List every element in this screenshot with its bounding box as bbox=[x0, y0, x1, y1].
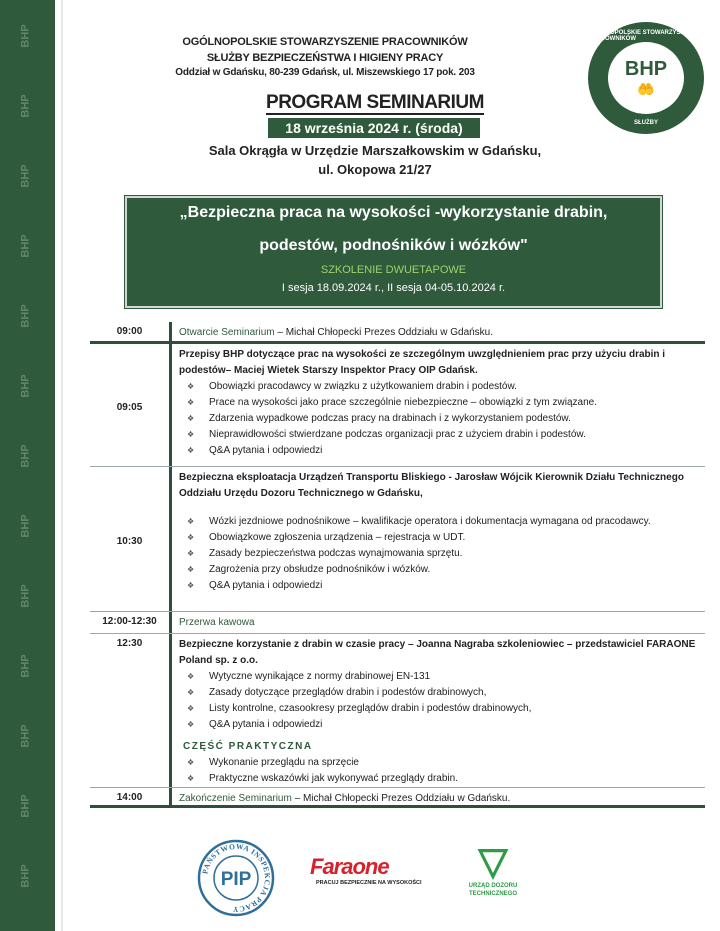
program-table bbox=[90, 322, 705, 808]
program-time: 10:30 bbox=[90, 467, 172, 611]
seminar-subtitle: SZKOLENIE DWUETAPOWE bbox=[320, 264, 467, 276]
hands-icon: 🤲 bbox=[637, 81, 655, 97]
program-content bbox=[172, 322, 705, 341]
bullet-icon: ❖ bbox=[187, 517, 195, 526]
bullet-icon: ❖ bbox=[187, 581, 195, 590]
list-item-text: Nieprawidłowości stwierdzane podczas organizacji prac z użyciem drabin i podestów. bbox=[209, 429, 586, 440]
list-item bbox=[179, 685, 699, 701]
program-content bbox=[172, 344, 705, 466]
program-time: 14:00 bbox=[90, 788, 172, 805]
program-content bbox=[172, 612, 705, 633]
list-item-text: Zdarzenia wypadkowe podczas pracy na drabinach i z wykorzystaniem podestów. bbox=[209, 413, 571, 424]
program-content bbox=[172, 634, 705, 787]
udt-name-line1: URZĄD DOZORU bbox=[468, 883, 518, 889]
list-item-text: Zagrożenia przy obsłudze podnośników i wózków. bbox=[209, 564, 431, 575]
program-title: Otwarcie Seminarium bbox=[179, 327, 275, 338]
list-item-text: Listy kontrolne, czasookresy przeglądów drabin i podestów drabinowych, bbox=[209, 703, 532, 714]
bhp-watermark-icon: BHP bbox=[19, 444, 32, 468]
program-row bbox=[90, 322, 705, 344]
logo-ring-bottom: SŁUŻBY bbox=[634, 120, 658, 126]
list-item-text: Q&A pytania i odpowiedzi bbox=[209, 580, 323, 591]
seminar-title-line1: „Bezpieczna praca na wysokości -wykorzystanie drabin, bbox=[179, 204, 608, 221]
bullet-icon: ❖ bbox=[187, 382, 195, 391]
program-content bbox=[172, 788, 705, 805]
list-item bbox=[179, 514, 699, 530]
program-row bbox=[90, 467, 705, 612]
list-item-text: Wózki jezdniowe podnośnikowe – kwalifikacje operatora i dokumentacja wymagana od pracodawcy. bbox=[209, 516, 651, 527]
list-item-text: Zasady dotyczące przeglądów drabin i podestów drabinowych, bbox=[209, 687, 487, 698]
bullet-icon: ❖ bbox=[187, 549, 195, 558]
faraone-logo: Faraone bbox=[310, 854, 389, 879]
list-item bbox=[179, 717, 699, 733]
bhp-watermark-icon: BHP bbox=[19, 304, 32, 328]
bullet-icon: ❖ bbox=[187, 774, 195, 783]
list-item-text: Wytyczne wynikające z normy drabinowej EN-131 bbox=[209, 671, 431, 682]
org-address: Oddział w Gdańsku, 80-239 Gdańsk, ul. Miszewskiego 17 pok. 203 bbox=[175, 67, 475, 78]
program-content bbox=[172, 467, 705, 611]
bullet-icon: ❖ bbox=[187, 672, 195, 681]
bullet-icon: ❖ bbox=[187, 688, 195, 697]
faraone-tagline: PRACUJ BEZPIECZNIE NA WYSOKOŚCI bbox=[316, 880, 422, 886]
list-item bbox=[179, 669, 699, 685]
list-item-text: Zasady bezpieczeństwa podczas wynajmowania sprzętu. bbox=[209, 548, 463, 559]
location-line1: Sala Okrągła w Urzędzie Marszałkowskim w Gdańsku, bbox=[208, 143, 542, 158]
list-item-text: Prace na wysokości jako prace szczególnie niebezpieczne – obowiązki z tym związane. bbox=[209, 397, 597, 408]
bullet-icon: ❖ bbox=[187, 720, 195, 729]
bhp-watermark-icon: BHP bbox=[19, 164, 32, 188]
list-item bbox=[179, 578, 699, 594]
bhp-watermark-icon: BHP bbox=[19, 24, 32, 48]
program-speaker: – Michał Chłopecki Prezes Oddziału w Gdańsku. bbox=[291, 793, 511, 804]
bullet-icon: ❖ bbox=[187, 565, 195, 574]
bullet-icon: ❖ bbox=[187, 758, 195, 767]
program-time: 09:05 bbox=[90, 344, 172, 466]
bullet-icon: ❖ bbox=[187, 533, 195, 542]
seminar-banner bbox=[125, 196, 662, 308]
list-item-text: Q&A pytania i odpowiedzi bbox=[209, 719, 323, 730]
program-row bbox=[90, 634, 705, 788]
program-title: Bezpieczna eksploatacja Urządzeń Transportu Bliskiego - Jarosław Wójcik Kierownik Działu Technicznego Oddziału Urzędu Dozoru Technicznego w Gdańsku, bbox=[179, 472, 684, 499]
pip-ring-text: PAŃSTWOWA INSPEKCJA PRACY bbox=[200, 841, 273, 915]
program-time: 12:30 bbox=[90, 634, 172, 787]
org-name-line2: SŁUŻBY BEZPIECZEŃSTWA I HIGIENY PRACY bbox=[206, 52, 444, 64]
pip-logo bbox=[196, 838, 276, 918]
list-item bbox=[179, 771, 699, 787]
practical-heading: CZĘŚĆ PRAKTYCZNA bbox=[183, 741, 313, 752]
logo-ring-text: OGÓLNOPOLSKIE STOWARZYSZENIE PRACOWNIKÓW bbox=[588, 30, 699, 42]
bhp-watermark-icon: BHP bbox=[19, 584, 32, 608]
event-date: 18 września 2024 r. (środa) bbox=[268, 118, 480, 138]
udt-name-line2: TECHNICZNEGO bbox=[469, 891, 517, 897]
bhp-watermark-icon: BHP bbox=[19, 864, 32, 888]
divider bbox=[61, 0, 63, 931]
seminar-title-line2: podestów, podnośników i wózków" bbox=[259, 237, 528, 254]
page-title bbox=[200, 92, 550, 114]
seminar-sessions: I sesja 18.09.2024 r., II sesja 04-05.10.2024 r. bbox=[281, 282, 506, 294]
bhp-watermark-icon: BHP bbox=[19, 374, 32, 398]
list-item-text: Praktyczne wskazówki jak wykonywać przeglądy drabin. bbox=[209, 773, 458, 784]
udt-emblem-icon: ▽ bbox=[478, 841, 508, 883]
location-line2: ul. Okopowa 21/27 bbox=[318, 162, 432, 177]
bullet-icon: ❖ bbox=[187, 704, 195, 713]
list-item bbox=[179, 530, 699, 546]
bhp-watermark-icon: BHP bbox=[19, 234, 32, 258]
list-item bbox=[179, 562, 699, 578]
bullet-icon: ❖ bbox=[187, 398, 195, 407]
bullet-icon: ❖ bbox=[187, 414, 195, 423]
bhp-watermark-icon: BHP bbox=[19, 724, 32, 748]
program-row bbox=[90, 788, 705, 808]
decorative-sidebar bbox=[0, 0, 55, 931]
pip-monogram-icon: PIP bbox=[220, 869, 252, 890]
bullet-icon: ❖ bbox=[187, 446, 195, 455]
pip-seal-icon bbox=[196, 838, 276, 918]
list-item-text: Wykonanie przeglądu na sprzęcie bbox=[209, 757, 359, 768]
list-item-text: Q&A pytania i odpowiedzi bbox=[209, 445, 323, 456]
bullet-icon: ❖ bbox=[187, 430, 195, 439]
program-speaker: – Michał Chłopecki Prezes Oddziału w Gdańsku. bbox=[274, 327, 494, 338]
list-item-text: Obowiązkowe zgłoszenia urządzenia – rejestracja w UDT. bbox=[209, 532, 466, 543]
list-item bbox=[179, 395, 699, 411]
list-item bbox=[179, 755, 699, 771]
program-title: Przepisy BHP dotyczące prac na wysokości ze szczególnym uwzględnieniem prac przy użyciu drabin i podestów– Maciej Wietek Starszy Inspektor Pracy OIP Gdańsk. bbox=[179, 349, 666, 376]
program-time: 12:00-12:30 bbox=[90, 612, 172, 633]
page-title-text: PROGRAM SEMINARIUM bbox=[266, 92, 484, 113]
list-item bbox=[179, 443, 699, 459]
program-title: Przerwa kawowa bbox=[179, 617, 255, 628]
program-row bbox=[90, 612, 705, 634]
org-name-line1: OGÓLNOPOLSKIE STOWARZYSZENIE PRACOWNIKÓW bbox=[182, 36, 468, 48]
list-item bbox=[179, 427, 699, 443]
bhp-watermark-icon: BHP bbox=[19, 794, 32, 818]
list-item bbox=[179, 379, 699, 395]
list-item-text: Obowiązki pracodawcy w związku z użytkowaniem drabin i podestów. bbox=[209, 381, 517, 392]
program-time: 09:00 bbox=[90, 322, 172, 341]
bhp-watermark-icon: BHP bbox=[19, 514, 32, 538]
program-title: Bezpieczne korzystanie z drabin w czasie pracy – Joanna Nagraba szkoleniowiec – przedstawiciel FARAONE Poland sp. z o.o. bbox=[179, 639, 696, 666]
bhp-logo bbox=[588, 22, 704, 134]
list-item bbox=[179, 701, 699, 717]
bhp-watermark-icon: BHP bbox=[19, 654, 32, 678]
list-item bbox=[179, 546, 699, 562]
udt-logo bbox=[458, 842, 528, 898]
program-title: Zakończenie Seminarium bbox=[179, 793, 292, 804]
list-item bbox=[179, 411, 699, 427]
bhp-watermark-icon: BHP bbox=[19, 94, 32, 118]
logo-text: BHP bbox=[624, 58, 668, 80]
program-row bbox=[90, 344, 705, 467]
